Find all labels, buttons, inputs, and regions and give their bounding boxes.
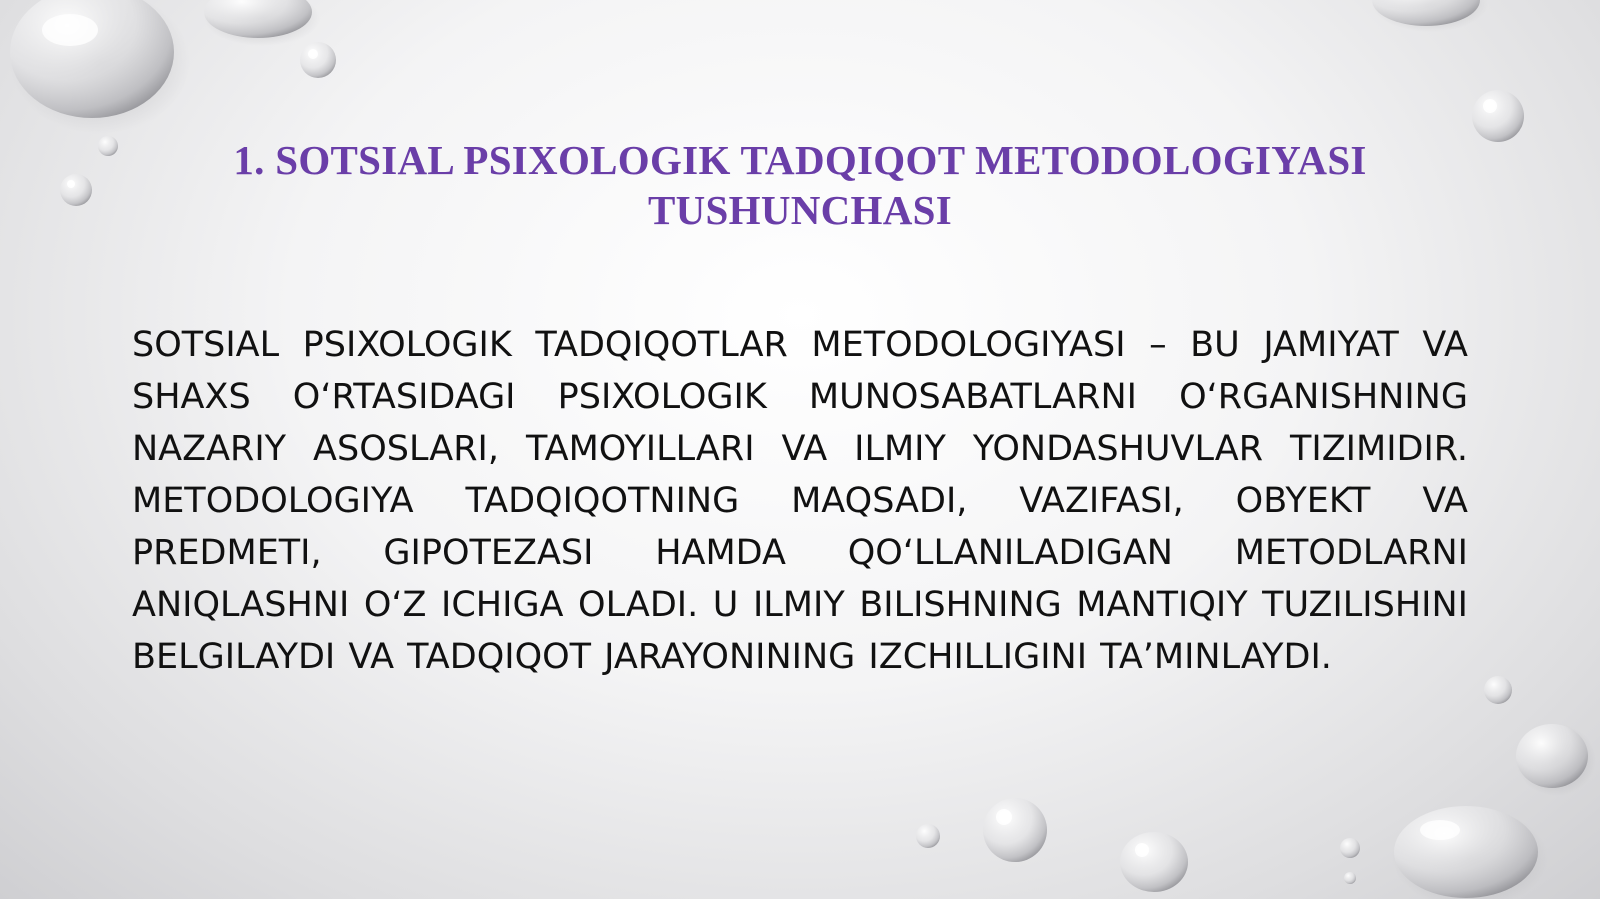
drop-bottom-tiny-3 [1344,872,1356,884]
slide-title: 1. SOTSIAL PSIXOLOGIK TADQIQOT METODOLOGIYASI TUSHUNCHASI [233,137,1367,233]
drop-bottom-right-large [1516,724,1596,796]
slide-body-text: SOTSIAL PSIXOLOGIK TADQIQOTLAR METODOLOGIYASI – BU JAMIYAT VA SHAXS O‘RTASIDAGI PSIXOLOGIK MUNOSABATLARNI O‘RGANISHNING NAZARIY ASOSLARI, TAMOYILLARI VA ILMIY YONDASHUVLAR TIZIMIDIR. METODOLOGIYA TADQIQOTNING MAQSADI, VAZIFASI, OBYEKT VA PREDMETI, GIPOTEZASI HAMDA QO‘LLANILADIGAN METODLARNI ANIQLASHNI O‘Z ICHIGA OLADI. U ILMIY BILISHNING MANTIQIY TUZILISHINI BELGILAYDI VA TADQIQOT JARAYONINING IZCHILLIGINI TA’MINLAYDI. [132,325,1468,677]
drop-left-tiny-1 [98,136,118,156]
drop-top-left-small [300,42,336,78]
drop-top-left-large [10,0,190,134]
drop-top-left-medium [204,0,320,46]
drop-bottom-medium-1 [983,798,1047,862]
drop-right-small [1484,676,1512,704]
drop-bottom-right-corner [1392,806,1548,899]
drop-right-medium [1472,90,1524,142]
drop-bottom-tiny-1 [916,824,940,848]
drop-bottom-tiny-2 [1340,838,1360,858]
drop-top-right-large [1372,0,1488,32]
drop-bottom-medium-2 [1120,832,1188,892]
drop-left-tiny-2 [60,174,92,206]
